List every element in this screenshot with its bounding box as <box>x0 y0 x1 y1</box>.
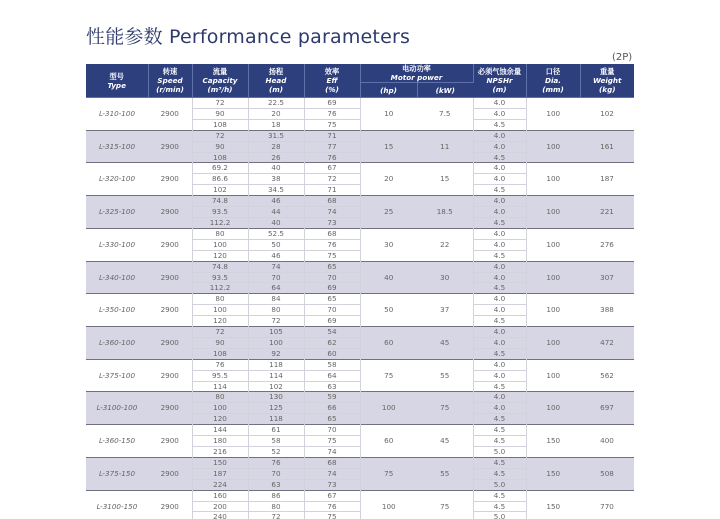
npshr-cell: 4.5 <box>473 348 526 359</box>
head-cell: 114 <box>248 370 304 381</box>
model-type-cell: L-325-100 <box>86 196 148 229</box>
weight-cell: 221 <box>580 196 634 229</box>
motor-hp-cell: 30 <box>360 228 417 261</box>
model-type-cell: L-3100-100 <box>86 392 148 425</box>
speed-cell: 2900 <box>148 392 192 425</box>
efficiency-cell: 70 <box>304 305 360 316</box>
head-cell: 118 <box>248 414 304 425</box>
head-cell: 20 <box>248 108 304 119</box>
capacity-cell: 93.5 <box>192 207 248 218</box>
header-type: 型号 Type <box>86 64 148 98</box>
table-row <box>86 392 634 403</box>
model-type-cell: L-310-100 <box>86 98 148 131</box>
efficiency-cell: 65 <box>304 261 360 272</box>
motor-hp-cell: 75 <box>360 457 417 490</box>
weight-cell: 697 <box>580 392 634 425</box>
header-capacity: 流量 Capacity (m³/h) <box>192 64 248 98</box>
npshr-cell: 4.5 <box>473 468 526 479</box>
npshr-cell: 4.5 <box>473 283 526 294</box>
npshr-cell: 5.0 <box>473 479 526 490</box>
motor-hp-cell: 100 <box>360 490 417 519</box>
weight-cell: 276 <box>580 228 634 261</box>
speed-cell: 2900 <box>148 327 192 360</box>
diameter-cell: 150 <box>526 457 580 490</box>
speed-cell: 2900 <box>148 490 192 519</box>
diameter-cell: 100 <box>526 327 580 360</box>
capacity-cell: 80 <box>192 392 248 403</box>
head-cell: 100 <box>248 337 304 348</box>
model-type-cell: L-330-100 <box>86 228 148 261</box>
capacity-cell: 144 <box>192 425 248 436</box>
table-row <box>86 457 634 468</box>
table-row <box>86 130 634 141</box>
npshr-cell: 4.5 <box>473 185 526 196</box>
speed-cell: 2900 <box>148 457 192 490</box>
weight-cell: 102 <box>580 98 634 131</box>
efficiency-cell: 60 <box>304 348 360 359</box>
diameter-cell: 100 <box>526 228 580 261</box>
head-cell: 74 <box>248 261 304 272</box>
capacity-cell: 120 <box>192 316 248 327</box>
table-row <box>86 425 634 436</box>
header-head: 扬程 Head (m) <box>248 64 304 98</box>
header-motor-power: 电动功率 Motor power <box>360 64 473 83</box>
head-cell: 125 <box>248 403 304 414</box>
npshr-cell: 5.0 <box>473 512 526 519</box>
header-npshr: 必须气蚀余量 NPSHr (m) <box>473 64 526 98</box>
head-cell: 40 <box>248 217 304 228</box>
capacity-cell: 108 <box>192 348 248 359</box>
model-type-cell: L-350-100 <box>86 294 148 327</box>
capacity-cell: 90 <box>192 108 248 119</box>
efficiency-cell: 71 <box>304 130 360 141</box>
capacity-cell: 100 <box>192 239 248 250</box>
model-type-cell: L-320-100 <box>86 163 148 196</box>
npshr-cell: 4.5 <box>473 217 526 228</box>
npshr-cell: 4.0 <box>473 196 526 207</box>
weight-cell: 770 <box>580 490 634 519</box>
diameter-cell: 100 <box>526 261 580 294</box>
efficiency-cell: 67 <box>304 163 360 174</box>
efficiency-cell: 74 <box>304 468 360 479</box>
table-row <box>86 261 634 272</box>
npshr-cell: 4.5 <box>473 490 526 501</box>
diameter-cell: 100 <box>526 98 580 131</box>
table-row <box>86 163 634 174</box>
weight-cell: 472 <box>580 327 634 360</box>
head-cell: 52.5 <box>248 228 304 239</box>
efficiency-cell: 76 <box>304 108 360 119</box>
model-type-cell: L-3100-150 <box>86 490 148 519</box>
motor-hp-cell: 100 <box>360 392 417 425</box>
speed-cell: 2900 <box>148 228 192 261</box>
head-cell: 76 <box>248 457 304 468</box>
npshr-cell: 4.0 <box>473 294 526 305</box>
head-cell: 34.5 <box>248 185 304 196</box>
speed-cell: 2900 <box>148 163 192 196</box>
diameter-cell: 150 <box>526 490 580 519</box>
table-row <box>86 228 634 239</box>
head-cell: 58 <box>248 436 304 447</box>
head-cell: 28 <box>248 141 304 152</box>
diameter-cell: 100 <box>526 163 580 196</box>
npshr-cell: 4.0 <box>473 370 526 381</box>
efficiency-cell: 72 <box>304 174 360 185</box>
diameter-cell: 100 <box>526 196 580 229</box>
motor-kw-cell: 45 <box>417 327 473 360</box>
capacity-cell: 74.8 <box>192 196 248 207</box>
head-cell: 46 <box>248 196 304 207</box>
head-cell: 80 <box>248 501 304 512</box>
head-cell: 22.5 <box>248 98 304 109</box>
capacity-cell: 240 <box>192 512 248 519</box>
motor-kw-cell: 75 <box>417 490 473 519</box>
speed-cell: 2900 <box>148 425 192 458</box>
capacity-cell: 224 <box>192 479 248 490</box>
motor-hp-cell: 15 <box>360 130 417 163</box>
model-type-cell: L-375-100 <box>86 359 148 392</box>
capacity-cell: 108 <box>192 152 248 163</box>
speed-cell: 2900 <box>148 196 192 229</box>
npshr-cell: 4.0 <box>473 261 526 272</box>
speed-cell: 2900 <box>148 98 192 131</box>
npshr-cell: 4.0 <box>473 392 526 403</box>
table-row <box>86 327 634 338</box>
table-body <box>86 98 634 519</box>
efficiency-cell: 62 <box>304 337 360 348</box>
model-type-cell: L-340-100 <box>86 261 148 294</box>
capacity-cell: 86.6 <box>192 174 248 185</box>
npshr-cell: 4.5 <box>473 457 526 468</box>
npshr-cell: 4.0 <box>473 327 526 338</box>
motor-hp-cell: 60 <box>360 425 417 458</box>
efficiency-cell: 66 <box>304 403 360 414</box>
npshr-cell: 4.5 <box>473 250 526 261</box>
capacity-cell: 100 <box>192 403 248 414</box>
capacity-cell: 90 <box>192 337 248 348</box>
head-cell: 80 <box>248 305 304 316</box>
motor-hp-cell: 60 <box>360 327 417 360</box>
head-cell: 84 <box>248 294 304 305</box>
motor-kw-cell: 15 <box>417 163 473 196</box>
efficiency-cell: 65 <box>304 294 360 305</box>
pole-note: (2P) <box>612 52 633 63</box>
efficiency-cell: 74 <box>304 447 360 458</box>
capacity-cell: 187 <box>192 468 248 479</box>
diameter-cell: 100 <box>526 392 580 425</box>
efficiency-cell: 75 <box>304 119 360 130</box>
npshr-cell: 4.0 <box>473 272 526 283</box>
npshr-cell: 4.0 <box>473 130 526 141</box>
npshr-cell: 4.5 <box>473 119 526 130</box>
efficiency-cell: 75 <box>304 250 360 261</box>
header-efficiency: 效率 Eff (%) <box>304 64 360 98</box>
motor-kw-cell: 75 <box>417 392 473 425</box>
npshr-cell: 4.0 <box>473 174 526 185</box>
efficiency-cell: 58 <box>304 359 360 370</box>
capacity-cell: 108 <box>192 119 248 130</box>
head-cell: 46 <box>248 250 304 261</box>
weight-cell: 508 <box>580 457 634 490</box>
diameter-cell: 100 <box>526 359 580 392</box>
header-speed: 转速 Speed (r/min) <box>148 64 192 98</box>
weight-cell: 400 <box>580 425 634 458</box>
capacity-cell: 200 <box>192 501 248 512</box>
motor-hp-cell: 40 <box>360 261 417 294</box>
capacity-cell: 72 <box>192 98 248 109</box>
npshr-cell: 4.0 <box>473 239 526 250</box>
speed-cell: 2900 <box>148 294 192 327</box>
table-row <box>86 196 634 207</box>
efficiency-cell: 74 <box>304 207 360 218</box>
table-header <box>86 64 634 98</box>
npshr-cell: 4.0 <box>473 98 526 109</box>
efficiency-cell: 65 <box>304 414 360 425</box>
capacity-cell: 72 <box>192 327 248 338</box>
head-cell: 64 <box>248 283 304 294</box>
head-cell: 72 <box>248 512 304 519</box>
weight-cell: 307 <box>580 261 634 294</box>
motor-hp-cell: 25 <box>360 196 417 229</box>
efficiency-cell: 69 <box>304 98 360 109</box>
motor-hp-cell: 50 <box>360 294 417 327</box>
header-diameter: 口径 Dia. (mm) <box>526 64 580 98</box>
npshr-cell: 4.0 <box>473 163 526 174</box>
capacity-cell: 120 <box>192 250 248 261</box>
model-type-cell: L-360-100 <box>86 327 148 360</box>
capacity-cell: 150 <box>192 457 248 468</box>
head-cell: 38 <box>248 174 304 185</box>
capacity-cell: 93.5 <box>192 272 248 283</box>
efficiency-cell: 59 <box>304 392 360 403</box>
npshr-cell: 4.5 <box>473 501 526 512</box>
motor-kw-cell: 30 <box>417 261 473 294</box>
efficiency-cell: 68 <box>304 196 360 207</box>
head-cell: 86 <box>248 490 304 501</box>
table-row <box>86 294 634 305</box>
npshr-cell: 4.0 <box>473 108 526 119</box>
motor-kw-cell: 18.5 <box>417 196 473 229</box>
capacity-cell: 102 <box>192 185 248 196</box>
capacity-cell: 80 <box>192 294 248 305</box>
head-cell: 105 <box>248 327 304 338</box>
npshr-cell: 4.0 <box>473 141 526 152</box>
npshr-cell: 4.0 <box>473 305 526 316</box>
speed-cell: 2900 <box>148 130 192 163</box>
efficiency-cell: 68 <box>304 457 360 468</box>
capacity-cell: 112.2 <box>192 283 248 294</box>
efficiency-cell: 67 <box>304 490 360 501</box>
motor-hp-cell: 20 <box>360 163 417 196</box>
head-cell: 52 <box>248 447 304 458</box>
efficiency-cell: 73 <box>304 479 360 490</box>
npshr-cell: 4.0 <box>473 359 526 370</box>
performance-table <box>86 64 634 519</box>
capacity-cell: 114 <box>192 381 248 392</box>
capacity-cell: 95.5 <box>192 370 248 381</box>
capacity-cell: 216 <box>192 447 248 458</box>
npshr-cell: 4.5 <box>473 316 526 327</box>
head-cell: 102 <box>248 381 304 392</box>
head-cell: 61 <box>248 425 304 436</box>
page-title: 性能参数 Performance parameters <box>86 26 411 48</box>
efficiency-cell: 75 <box>304 436 360 447</box>
capacity-cell: 76 <box>192 359 248 370</box>
diameter-cell: 100 <box>526 130 580 163</box>
head-cell: 70 <box>248 272 304 283</box>
capacity-cell: 90 <box>192 141 248 152</box>
head-cell: 130 <box>248 392 304 403</box>
capacity-cell: 120 <box>192 414 248 425</box>
motor-kw-cell: 11 <box>417 130 473 163</box>
head-cell: 18 <box>248 119 304 130</box>
efficiency-cell: 75 <box>304 512 360 519</box>
header-kw: (kW) <box>417 83 473 98</box>
efficiency-cell: 54 <box>304 327 360 338</box>
efficiency-cell: 77 <box>304 141 360 152</box>
head-cell: 72 <box>248 316 304 327</box>
motor-kw-cell: 45 <box>417 425 473 458</box>
speed-cell: 2900 <box>148 261 192 294</box>
speed-cell: 2900 <box>148 359 192 392</box>
motor-kw-cell: 55 <box>417 359 473 392</box>
diameter-cell: 100 <box>526 294 580 327</box>
diameter-cell: 150 <box>526 425 580 458</box>
efficiency-cell: 70 <box>304 425 360 436</box>
model-type-cell: L-315-100 <box>86 130 148 163</box>
capacity-cell: 72 <box>192 130 248 141</box>
model-type-cell: L-360-150 <box>86 425 148 458</box>
head-cell: 31.5 <box>248 130 304 141</box>
head-cell: 26 <box>248 152 304 163</box>
capacity-cell: 160 <box>192 490 248 501</box>
weight-cell: 187 <box>580 163 634 196</box>
npshr-cell: 4.5 <box>473 436 526 447</box>
efficiency-cell: 70 <box>304 272 360 283</box>
model-type-cell: L-375-150 <box>86 457 148 490</box>
table-row <box>86 490 634 501</box>
efficiency-cell: 63 <box>304 381 360 392</box>
efficiency-cell: 69 <box>304 283 360 294</box>
motor-kw-cell: 7.5 <box>417 98 473 131</box>
head-cell: 44 <box>248 207 304 218</box>
capacity-cell: 80 <box>192 228 248 239</box>
motor-kw-cell: 22 <box>417 228 473 261</box>
npshr-cell: 5.0 <box>473 447 526 458</box>
header-hp: (hp) <box>360 83 417 98</box>
efficiency-cell: 71 <box>304 185 360 196</box>
capacity-cell: 112.2 <box>192 217 248 228</box>
efficiency-cell: 76 <box>304 152 360 163</box>
efficiency-cell: 76 <box>304 501 360 512</box>
head-cell: 40 <box>248 163 304 174</box>
motor-kw-cell: 55 <box>417 457 473 490</box>
npshr-cell: 4.5 <box>473 152 526 163</box>
capacity-cell: 74.8 <box>192 261 248 272</box>
npshr-cell: 4.5 <box>473 381 526 392</box>
weight-cell: 161 <box>580 130 634 163</box>
table-row <box>86 98 634 109</box>
motor-hp-cell: 75 <box>360 359 417 392</box>
capacity-cell: 180 <box>192 436 248 447</box>
capacity-cell: 100 <box>192 305 248 316</box>
efficiency-cell: 69 <box>304 316 360 327</box>
npshr-cell: 4.0 <box>473 207 526 218</box>
table-row <box>86 359 634 370</box>
head-cell: 70 <box>248 468 304 479</box>
npshr-cell: 4.0 <box>473 403 526 414</box>
head-cell: 92 <box>248 348 304 359</box>
motor-kw-cell: 37 <box>417 294 473 327</box>
weight-cell: 388 <box>580 294 634 327</box>
weight-cell: 562 <box>580 359 634 392</box>
header-weight: 重量 Weight (kg) <box>580 64 634 98</box>
efficiency-cell: 64 <box>304 370 360 381</box>
npshr-cell: 4.0 <box>473 228 526 239</box>
npshr-cell: 4.5 <box>473 425 526 436</box>
efficiency-cell: 76 <box>304 239 360 250</box>
npshr-cell: 4.0 <box>473 337 526 348</box>
efficiency-cell: 73 <box>304 217 360 228</box>
motor-hp-cell: 10 <box>360 98 417 131</box>
head-cell: 63 <box>248 479 304 490</box>
npshr-cell: 4.5 <box>473 414 526 425</box>
efficiency-cell: 68 <box>304 228 360 239</box>
capacity-cell: 69.2 <box>192 163 248 174</box>
head-cell: 118 <box>248 359 304 370</box>
head-cell: 50 <box>248 239 304 250</box>
